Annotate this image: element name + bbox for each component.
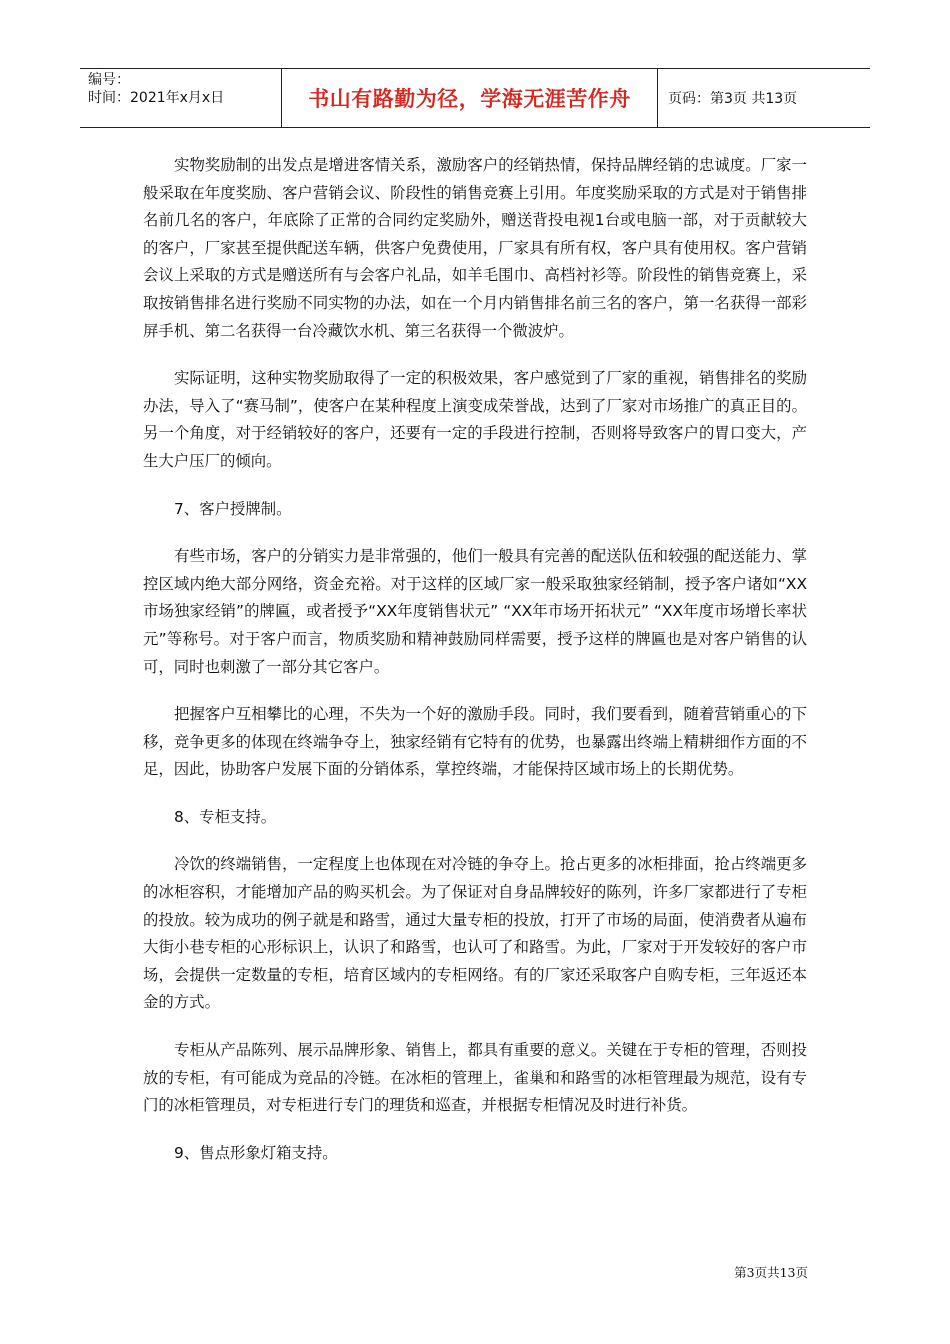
body-paragraph: 把握客户互相攀比的心理，不失为一个好的激励手段。同时，我们要看到，随着营销重心的下移，竞争更多的体现在终端争夺上，独家经销有它特有的优势，也暴露出终端上精耕细作方面的不足，因此，协助客户发展下面的分销体系，掌控终端，才能保持区域市场上的长期优势。	[143, 705, 807, 779]
body-paragraph: 有些市场，客户的分销实力是非常强的，他们一般具有完善的配送队伍和较强的配送能力、掌控区域内绝大部分网络，资金充裕。对于这样的区域厂家一般采取独家经销制，授予客户诸如“XX市场独家经销”的牌匾，或者授予“XX年度销售状元” “XX年市场开拓状元” “XX年度市场增长率状元”等称号。对于客户而言，物质奖励和精神鼓励同样需要，授予这样的牌匾也是对客户销售的认可，同时也刺激了一部分其它客户。	[143, 547, 807, 676]
header-motto: 书山有路勤为径，学海无涯苦作舟	[282, 69, 658, 127]
document-number-label: 编号：	[88, 72, 130, 88]
page-footer: 第3页共13页	[734, 1265, 808, 1280]
section-heading: 9、售点形象灯箱支持。	[174, 1143, 338, 1162]
body-paragraph: 实物奖励制的出发点是增进客情关系，激励客户的经销热情，保持品牌经销的忠诚度。厂家一般采取在年度奖励、客户营销会议、阶段性的销售竞赛上引用。年度奖励采取的方式是对于销售排名前几名的客户，年底除了正常的合同约定奖励外，赠送背投电视1台或电脑一部，对于贡献较大的客户，厂家甚至提供配送车辆，供客户免费使用，厂家具有所有权，客户具有使用权。客户营销会议上采取的方式是赠送所有与会客户礼品，如羊毛围巾、高档衬衫等。阶段性的销售竞赛上，采取按销售排名进行奖励不同实物的办法，如在一个月内销售排名前三名的客户，第一名获得一部彩屏手机、第二名获得一台冷藏饮水机、第三名获得一个微波炉。	[143, 156, 807, 340]
document-time-label: 时间：2021年x月x日	[88, 90, 225, 106]
header-page-info: 页码：第3页 共13页	[668, 91, 798, 107]
body-paragraph: 专柜从产品陈列、展示品牌形象、销售上，都具有重要的意义。关键在于专柜的管理，否则投放的专柜，有可能成为竞品的冷链。在冰柜的管理上，雀巢和和路雪的冰柜管理最为规范，设有专门的冰柜管理员，对专柜进行专门的理货和巡查，并根据专柜情况及时进行补货。	[143, 1041, 807, 1115]
section-heading: 8、专柜支持。	[174, 807, 277, 826]
page-header	[80, 68, 870, 128]
section-heading: 7、客户授牌制。	[174, 499, 292, 518]
body-paragraph: 实际证明，这种实物奖励取得了一定的积极效果，客户感觉到了厂家的重视，销售排名的奖励办法，导入了“赛马制”，使客户在某种程度上演变成荣誉战，达到了厂家对市场推广的真正目的。另一个角度，对于经销较好的客户，还要有一定的手段进行控制，否则将导致客户的胃口变大，产生大户压厂的倾向。	[143, 369, 807, 470]
document-body	[143, 152, 807, 1187]
body-paragraph: 冷饮的终端销售，一定程度上也体现在对冷链的争夺上。抢占更多的冰柜排面，抢占终端更多的冰柜容积，才能增加产品的购买机会。为了保证对自身品牌较好的陈列，许多厂家都进行了专柜的投放。较为成功的例子就是和路雪，通过大量专柜的投放，打开了市场的局面，使消费者从遍布大街小巷专柜的心形标识上，认识了和路雪，也认可了和路雪。为此，厂家对于开发较好的客户市场，会提供一定数量的专柜，培育区域内的专柜网络。有的厂家还采取客户自购专柜，三年返还本金的方式。	[143, 855, 807, 1012]
header-meta	[80, 69, 282, 127]
